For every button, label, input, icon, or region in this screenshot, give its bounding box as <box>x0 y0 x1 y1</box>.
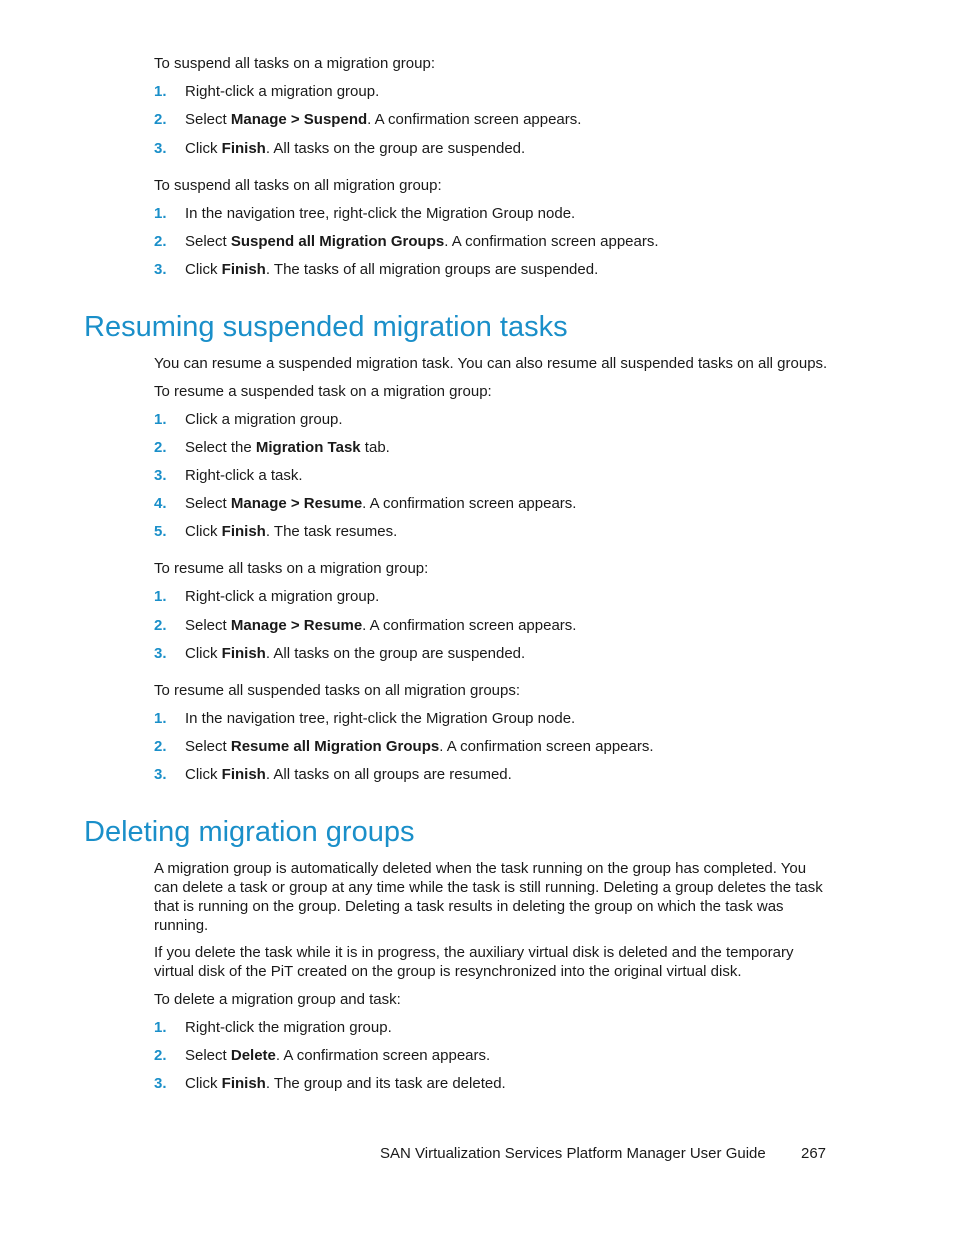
step-text: Select Manage > Resume. A confirmation screen appears. <box>185 495 577 512</box>
step-text: Select Resume all Migration Groups. A confirmation screen appears. <box>185 738 654 755</box>
page-number: 267 <box>801 1145 827 1162</box>
suspend-all-intro: To suspend all tasks on all migration group: <box>154 177 442 194</box>
step-text: Click Finish. The tasks of all migration groups are suspended. <box>185 261 599 278</box>
resume-task-intro: To resume a suspended task on a migration group: <box>154 383 492 400</box>
step-number: 3. <box>154 645 167 662</box>
step-number: 2. <box>154 439 167 456</box>
resuming-heading: Resuming suspended migration tasks <box>84 311 568 343</box>
resume-all-intro: To resume all suspended tasks on all migration groups: <box>154 682 521 699</box>
step-text: Click Finish. All tasks on the group are suspended. <box>185 140 526 157</box>
step-number: 3. <box>154 1075 167 1092</box>
step-text: Right-click a migration group. <box>185 588 380 605</box>
step-number: 2. <box>154 617 167 634</box>
step-text: Click Finish. The group and its task are deleted. <box>185 1075 506 1092</box>
step-number: 3. <box>154 766 167 783</box>
deleting-paragraph-2: If you delete the task while it is in progress, the auxiliary virtual disk is deleted and the temporary virtual disk of the PiT created on the group is resynchronized into the original virtual disk. <box>154 944 794 980</box>
step-text: Click a migration group. <box>185 411 343 428</box>
step-text: Right-click the migration group. <box>185 1019 392 1036</box>
step-number: 2. <box>154 111 167 128</box>
resume-group-intro: To resume all tasks on a migration group: <box>154 560 429 577</box>
step-text: Right-click a task. <box>185 467 303 484</box>
step-text: Select the Migration Task tab. <box>185 439 390 456</box>
step-number: 4. <box>154 495 167 512</box>
step-number: 1. <box>154 205 167 222</box>
step-number: 2. <box>154 233 167 250</box>
resuming-paragraph: You can resume a suspended migration task. You can also resume all suspended tasks on all groups. <box>154 355 828 372</box>
step-number: 3. <box>154 467 167 484</box>
step-text: Right-click a migration group. <box>185 83 380 100</box>
step-number: 3. <box>154 140 167 157</box>
delete-intro: To delete a migration group and task: <box>154 991 401 1008</box>
step-number: 1. <box>154 83 167 100</box>
footer-guide-title: SAN Virtualization Services Platform Manager User Guide <box>380 1145 766 1162</box>
suspend-group-intro: To suspend all tasks on a migration group: <box>154 55 435 72</box>
step-number: 2. <box>154 1047 167 1064</box>
step-text: Select Manage > Resume. A confirmation screen appears. <box>185 617 577 634</box>
step-number: 2. <box>154 738 167 755</box>
step-text: Select Suspend all Migration Groups. A confirmation screen appears. <box>185 233 659 250</box>
step-text: Select Manage > Suspend. A confirmation screen appears. <box>185 111 582 128</box>
step-number: 5. <box>154 523 167 540</box>
step-number: 1. <box>154 1019 167 1036</box>
step-text: Click Finish. The task resumes. <box>185 523 398 540</box>
step-text: Click Finish. All tasks on the group are suspended. <box>185 645 526 662</box>
step-text: Click Finish. All tasks on all groups are resumed. <box>185 766 512 783</box>
step-text: In the navigation tree, right-click the Migration Group node. <box>185 710 576 727</box>
deleting-heading: Deleting migration groups <box>84 816 415 848</box>
step-number: 1. <box>154 411 167 428</box>
step-number: 3. <box>154 261 167 278</box>
step-text: Select Delete. A confirmation screen appears. <box>185 1047 491 1064</box>
step-number: 1. <box>154 588 167 605</box>
step-text: In the navigation tree, right-click the Migration Group node. <box>185 205 576 222</box>
step-number: 1. <box>154 710 167 727</box>
deleting-paragraph-1: A migration group is automatically deleted when the task running on the group has completed. You can delete a task or group at any time while the task is still running. Deleting a group deletes the task that is running on the group. Deleting a task results in deleting the group on which the task was running. <box>154 860 823 934</box>
